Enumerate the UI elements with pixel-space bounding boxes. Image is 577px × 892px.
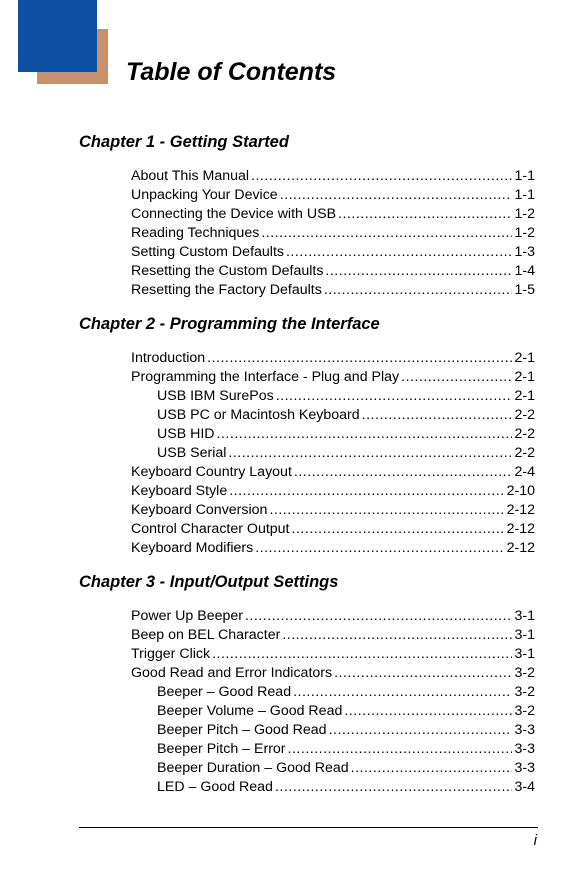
toc-entry-page: 3-1 — [514, 627, 535, 643]
toc-entry[interactable] — [131, 243, 535, 262]
toc-subentry[interactable] — [157, 683, 535, 702]
dot-leader — [401, 368, 512, 387]
page-number: i — [533, 832, 537, 849]
footer-rule — [79, 827, 538, 828]
dot-leader — [282, 626, 512, 645]
toc-entry-page: 2-12 — [506, 521, 535, 537]
dot-leader — [292, 520, 505, 539]
dot-leader — [275, 778, 513, 797]
chapter-3-heading: Chapter 3 - Input/Output Settings — [79, 573, 339, 591]
dot-leader — [261, 224, 512, 243]
toc-entry-page: 3-2 — [514, 665, 535, 681]
toc-subentry[interactable] — [157, 740, 535, 759]
toc-subentry[interactable] — [157, 702, 535, 721]
toc-entry-label: USB IBM SurePos — [157, 388, 274, 404]
toc-entry-page: 1-3 — [514, 244, 535, 260]
toc-entry-page: 2-2 — [514, 445, 535, 461]
toc-entry-label: Connecting the Device with USB — [131, 206, 337, 222]
toc-entry-label: Keyboard Modifiers — [131, 540, 254, 556]
toc-entry-label: Keyboard Style — [131, 483, 228, 499]
toc-entry-label: About This Manual — [131, 168, 250, 184]
toc-entry-page: 3-2 — [514, 703, 535, 719]
dot-leader — [286, 243, 513, 262]
toc-entry-page: 2-12 — [506, 502, 535, 518]
toc-entry-page: 1-2 — [514, 206, 535, 222]
toc-entry-page: 3-3 — [514, 741, 535, 757]
toc-entry-label: Resetting the Factory Defaults — [131, 282, 322, 298]
dot-leader — [207, 349, 512, 368]
dot-leader — [293, 683, 512, 702]
toc-entry-label: USB HID — [157, 426, 215, 442]
toc-entry-page: 2-4 — [514, 464, 535, 480]
toc-entry-page: 2-10 — [506, 483, 535, 499]
toc-entry-page: 3-3 — [514, 760, 535, 776]
chapter-2-entries — [0, 349, 577, 558]
toc-entry[interactable] — [131, 368, 535, 387]
toc-entry-label: Trigger Click — [131, 646, 211, 662]
chapter-1-heading: Chapter 1 - Getting Started — [79, 133, 289, 151]
toc-entry-label: Programming the Interface - Plug and Play — [131, 369, 400, 385]
toc-entry-page: 3-3 — [514, 722, 535, 738]
toc-entry-label: Reading Techniques — [131, 225, 260, 241]
toc-subentry[interactable] — [157, 721, 535, 740]
toc-entry[interactable] — [131, 539, 535, 558]
chapter-2-heading: Chapter 2 - Programming the Interface — [79, 315, 380, 333]
toc-entry[interactable] — [131, 224, 535, 243]
dot-leader — [329, 721, 513, 740]
toc-entry[interactable] — [131, 520, 535, 539]
toc-entry[interactable] — [131, 501, 535, 520]
chapter-3-entries — [0, 607, 577, 797]
toc-subentry[interactable] — [157, 406, 535, 425]
toc-entry-page: 2-1 — [514, 350, 535, 366]
toc-entry-label: Power Up Beeper — [131, 608, 243, 624]
toc-entry-page: 2-1 — [514, 369, 535, 385]
toc-entry-page: 2-12 — [506, 540, 535, 556]
toc-entry-page: 3-1 — [514, 646, 535, 662]
dot-leader — [276, 387, 513, 406]
toc-subentry[interactable] — [157, 444, 535, 463]
toc-entry-page: 2-2 — [514, 407, 535, 423]
toc-entry-label: Keyboard Country Layout — [131, 464, 292, 480]
toc-entry-page: 3-1 — [514, 608, 535, 624]
dot-leader — [324, 281, 513, 300]
toc-entry[interactable] — [131, 482, 535, 501]
toc-entry[interactable] — [131, 281, 535, 300]
dot-leader — [338, 205, 512, 224]
toc-entry-label: LED – Good Read — [157, 779, 273, 795]
toc-entry[interactable] — [131, 664, 535, 683]
toc-entry[interactable] — [131, 607, 535, 626]
toc-entry[interactable] — [131, 167, 535, 186]
toc-entry-label: USB Serial — [157, 445, 227, 461]
page-title: Table of Contents — [126, 58, 337, 86]
toc-entry-label: Beeper Duration – Good Read — [157, 760, 349, 776]
toc-entry-label: Beeper Pitch – Error — [157, 741, 286, 757]
dot-leader — [280, 186, 513, 205]
dot-leader — [351, 759, 513, 778]
toc-entry-page: 2-2 — [514, 426, 535, 442]
toc-subentry[interactable] — [157, 778, 535, 797]
toc-entry-page: 1-2 — [514, 225, 535, 241]
toc-entry-label: Introduction — [131, 350, 206, 366]
toc-entry[interactable] — [131, 262, 535, 281]
toc-entry-label: Beep on BEL Character — [131, 627, 281, 643]
dot-leader — [269, 501, 504, 520]
toc-entry[interactable] — [131, 463, 535, 482]
toc-entry-label: Control Character Output — [131, 521, 290, 537]
dot-leader — [288, 740, 513, 759]
dot-leader — [344, 702, 512, 721]
dot-leader — [334, 664, 512, 683]
toc-entry-page: 1-1 — [514, 187, 535, 203]
toc-entry[interactable] — [131, 626, 535, 645]
dot-leader — [229, 482, 504, 501]
toc-entry-label: Setting Custom Defaults — [131, 244, 284, 260]
toc-entry-page: 1-4 — [514, 263, 535, 279]
toc-entry-label: Keyboard Conversion — [131, 502, 268, 518]
toc-subentry[interactable] — [157, 425, 535, 444]
dot-leader — [245, 607, 513, 626]
dot-leader — [217, 425, 513, 444]
toc-subentry[interactable] — [157, 759, 535, 778]
toc-entry[interactable] — [131, 205, 535, 224]
toc-entry-page: 2-1 — [514, 388, 535, 404]
toc-entry[interactable] — [131, 645, 535, 664]
toc-entry-page: 3-2 — [514, 684, 535, 700]
toc-entry-label: USB PC or Macintosh Keyboard — [157, 407, 360, 423]
chapter-1-entries — [0, 167, 577, 300]
toc-entry[interactable] — [131, 349, 535, 368]
dot-leader — [212, 645, 512, 664]
dot-leader — [362, 406, 513, 425]
toc-entry-label: Beeper – Good Read — [157, 684, 292, 700]
toc-entry-page: 1-5 — [514, 282, 535, 298]
toc-entry-label: Good Read and Error Indicators — [131, 665, 333, 681]
toc-entry-label: Beeper Volume – Good Read — [157, 703, 343, 719]
toc-entry-label: Unpacking Your Device — [131, 187, 278, 203]
decorative-blue-square — [18, 0, 97, 72]
toc-entry-page: 3-4 — [514, 779, 535, 795]
dot-leader — [251, 167, 512, 186]
toc-entry-label: Resetting the Custom Defaults — [131, 263, 324, 279]
toc-entry[interactable] — [131, 186, 535, 205]
toc-subentry[interactable] — [157, 387, 535, 406]
dot-leader — [255, 539, 504, 558]
toc-entry-page: 1-1 — [514, 168, 535, 184]
toc-entry-label: Beeper Pitch – Good Read — [157, 722, 327, 738]
dot-leader — [294, 463, 513, 482]
dot-leader — [325, 262, 512, 281]
dot-leader — [228, 444, 512, 463]
